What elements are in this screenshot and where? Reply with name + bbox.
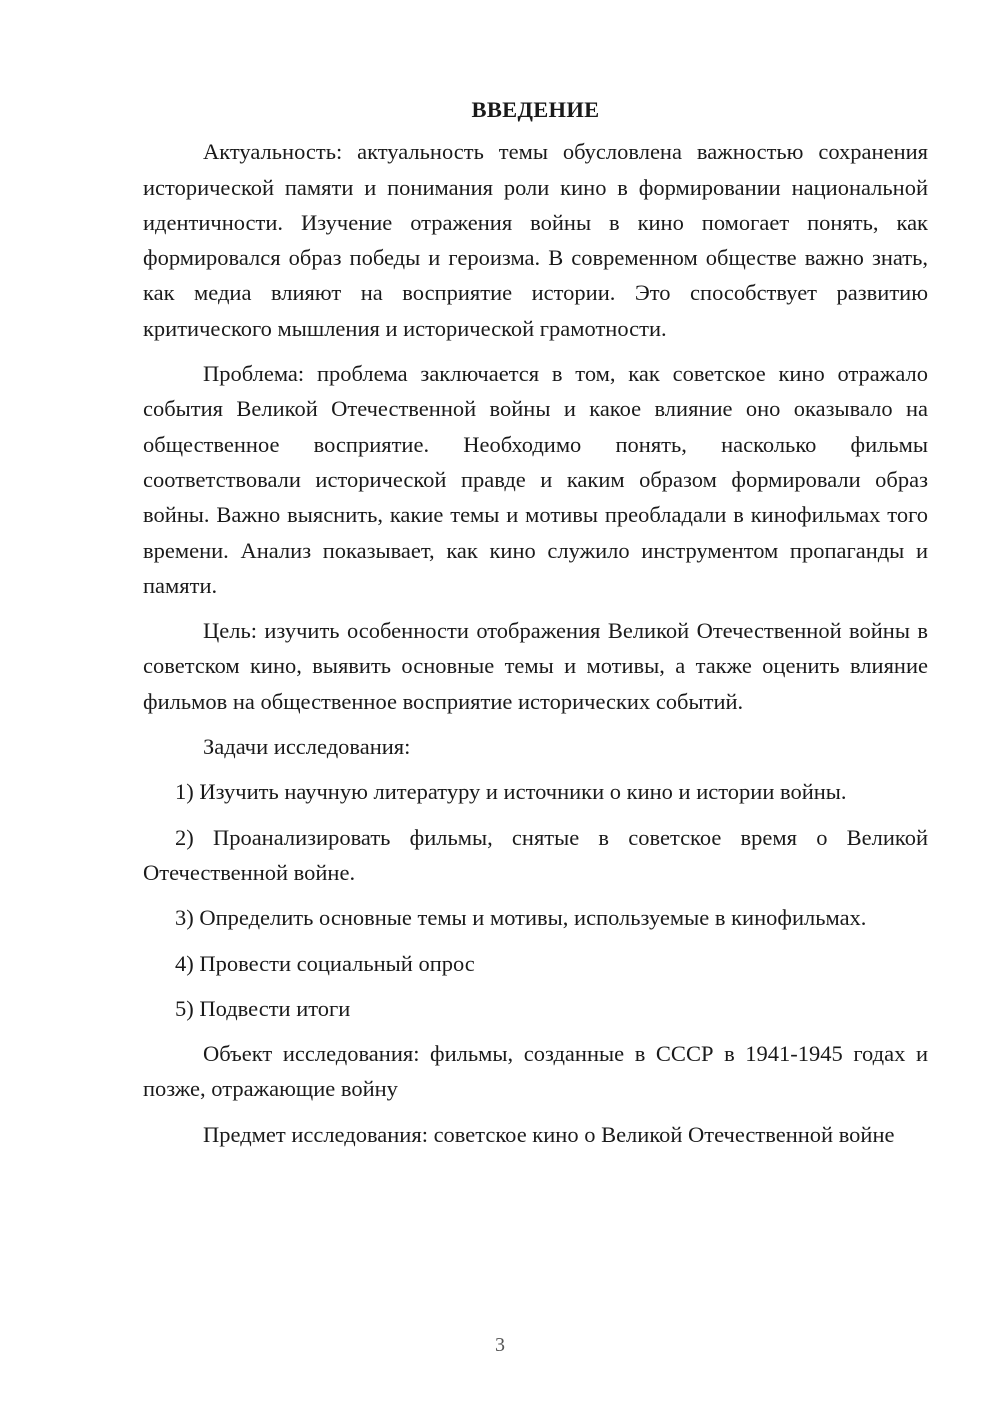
goal-paragraph: Цель: изучить особенности отображения Великой Отечественной войны в советском кино, выявить основные темы и мотивы, а также оценить влияние фильмов на общественное восприятие исторических событий. <box>143 618 928 714</box>
tasks-title: Задачи исследования: <box>203 734 411 760</box>
problem-paragraph: Проблема: проблема заключается в том, как советское кино отражало события Великой Отечественной войны и какое влияние оно оказывало на общественное восприятие. Необходимо понять, насколько фильмы соответствовали исторической правде и каким образом формировали образ войны. Важно выяснить, какие темы и мотивы преобладали в кинофильмах того времени. Анализ показывает, как кино служило инструментом пропаганды и памяти. <box>143 361 928 598</box>
page-number: 3 <box>495 1334 505 1356</box>
task-item-2: 2) Проанализировать фильмы, снятые в советское время о Великой Отечественной войне. <box>143 824 928 885</box>
section-heading: ВВЕДЕНИЕ <box>471 97 600 122</box>
task-item-5: 5) Подвести итоги <box>175 995 351 1021</box>
object-paragraph: Объект исследования: фильмы, созданные в СССР в 1941-1945 годах и позже, отражающие войну <box>143 1041 928 1102</box>
task-item-3: 3) Определить основные темы и мотивы, используемые в кинофильмах. <box>175 905 867 931</box>
relevance-paragraph: Актуальность: актуальность темы обусловлена важностью сохранения исторической памяти и понимания роли кино в формировании национальной идентичности. Изучение отражения войны в кино помогает понять, как формировался образ победы и героизма. В современном обществе важно знать, как медиа влияют на восприятие истории. Это способствует развитию критического мышления и исторической грамотности. <box>143 139 928 341</box>
document-page <box>143 92 928 1162</box>
task-item-4: 4) Провести социальный опрос <box>175 950 475 976</box>
subject-paragraph: Предмет исследования: советское кино о Великой Отечественной войне <box>203 1121 895 1147</box>
task-item-1: 1) Изучить научную литературу и источники о кино и истории войны. <box>175 779 847 805</box>
